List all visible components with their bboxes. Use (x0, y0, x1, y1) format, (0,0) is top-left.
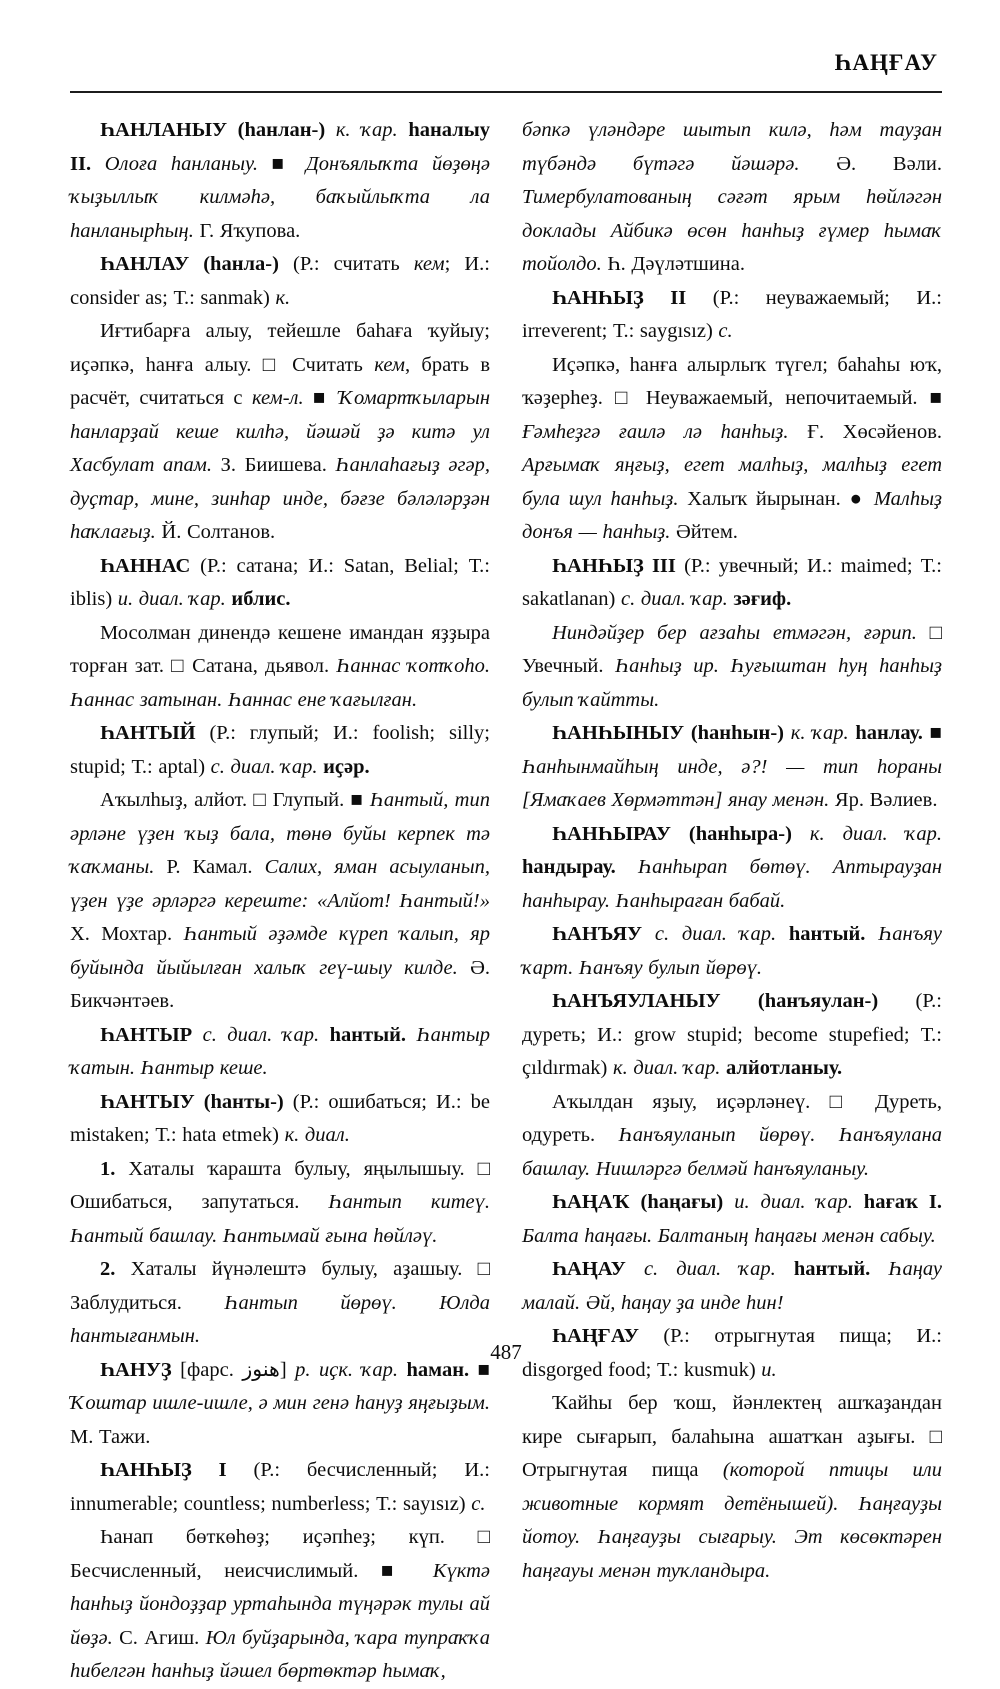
text-segment: (Р.: неуважаемый; И.: irreverent; Т.: saygısız) (522, 286, 943, 342)
text-segment: ■ (929, 722, 943, 744)
text-segment: һаман. (406, 1358, 478, 1381)
text-segment: Р. Камал. (166, 856, 265, 878)
text-segment: □ Увечный. (522, 621, 942, 677)
text-segment: З. Биишева. (220, 454, 336, 476)
text-segment: ҺАНҺЫНЫУ (һанһын-) (552, 722, 791, 744)
dictionary-paragraph (70, 248, 490, 315)
text-segment: Һанъяу ҡарт. Һанъяу булып йөрөү. (522, 923, 942, 979)
text-segment: Й. Солтанов. (161, 521, 276, 543)
dictionary-paragraph (70, 717, 490, 784)
text-segment: Г. Яҡупова. (199, 219, 301, 242)
text-segment: зәғиф. (733, 588, 792, 610)
text-segment: Арғымаҡ яңғыҙ, егет малһыҙ, малһыҙ егет була шул һанһыҙ. (522, 454, 942, 510)
text-segment: Һанһырап бөтөү. Аптырауҙан һанһырау. Һанһыраған бабай. (522, 856, 943, 912)
dictionary-paragraph (70, 315, 490, 550)
text-segment: һантый. (329, 1023, 417, 1046)
text-segment: и. диал. ҡар. (117, 588, 232, 610)
text-segment: (Р.: увечный; И.: maimed; Т.: sakatlanan) (522, 554, 942, 610)
text-segment: Донъялыҡта йөҙөңә ҡыҙыллыҡ килмәһә, баҡыйлыҡта ла һанланырһың. (70, 152, 490, 242)
dictionary-paragraph (522, 1253, 942, 1320)
dictionary-paragraph (70, 1153, 490, 1254)
text-segment: Ә. Бикчәнтәев. (70, 956, 490, 1012)
text-segment: с. диал. ҡар. (202, 1023, 330, 1046)
dictionary-paragraph (522, 550, 942, 617)
text-segment: һанлау. (855, 722, 930, 744)
text-segment: ■ (477, 1358, 491, 1381)
text-segment: (Р.: дуреть; И.: grow stupid; become stupefied; Т.: çıldırmak) (522, 990, 942, 1079)
text-segment: Һаннас ҡотҡоһо. Һаннас затынан. Һаннас ене ҡағылған. (70, 655, 490, 711)
dictionary-paragraph (522, 1186, 942, 1253)
dictionary-paragraph (522, 985, 942, 1086)
dictionary-paragraph (522, 1387, 942, 1588)
dictionary-paragraph (522, 1086, 942, 1187)
text-segment: иблис. (231, 588, 291, 610)
text-segment: 2. (100, 1258, 131, 1280)
text-segment: и. (761, 1358, 777, 1381)
text-segment: һантый. (793, 1258, 889, 1280)
text-segment: к. диал. (284, 1124, 350, 1146)
text-segment: Малһыҙ донъя — һанһыҙ. (522, 487, 942, 543)
text-segment: (Р.: ошибаться; И.: be mistaken; Т.: hata etmek) (70, 1090, 490, 1146)
dictionary-paragraph (70, 784, 490, 1019)
text-segment: кем (413, 253, 445, 275)
text-segment: Ниндәйҙер бер ағзаһы етмәгән, ғәрип. (552, 621, 930, 644)
dictionary-paragraph (70, 1253, 490, 1354)
text-segment: Һантый, тип әрләне үҙен ҡыҙ бала, төнө буйы керпек тә ҡаҡманы. (70, 789, 490, 878)
dictionary-paragraph (70, 1454, 490, 1521)
text-segment: ■ (303, 387, 339, 409)
dictionary-paragraph (522, 282, 942, 349)
dictionary-paragraph (522, 717, 942, 818)
page-number: 487 (490, 1340, 522, 1364)
dictionary-paragraph (522, 349, 942, 550)
text-segment: ҺАННАС (100, 554, 201, 577)
text-segment: Х. Мохтар. (70, 923, 184, 945)
dictionary-paragraph (70, 1354, 490, 1455)
text-segment: 1. (100, 1157, 129, 1180)
text-segment: М. Тажи. (70, 1425, 151, 1448)
text-segment: ҺАНҺЫҘ II (552, 286, 713, 309)
dictionary-paragraph (70, 1086, 490, 1153)
text-segment: ҺАНЛАУ (һанла-) (100, 253, 294, 275)
text-segment: Әйтем. (676, 521, 738, 543)
text-segment: Һантыр ҡатын. Һантыр кеше. (70, 1023, 490, 1079)
text-segment: С. Агиш. (119, 1626, 206, 1649)
text-segment: Аҡылдан яҙыу, иҫәрләнеү. □ Дуреть, одуреть. (522, 1090, 942, 1146)
text-segment: ҺАНЪЯУ (552, 923, 655, 945)
text-segment: иҫәр. (323, 755, 370, 778)
text-segment: к. (275, 286, 291, 309)
text-segment: Күктә һанһыҙ йондоҙҙар уртаһында түңәрәк тулы ай йөҙә. (70, 1559, 490, 1649)
text-segment: Юл буйҙарында, ҡара тупраҡҡа һибелгән һанһыҙ йәшел бөртөктәр һымаҡ, (70, 1626, 490, 1682)
text-segment: Һанап бөткөһөҙ; иҫәпһеҙ; күп. □ Бесчисленный, неисчислимый. ■ (70, 1526, 490, 1582)
text-segment: с. диал. ҡар. (643, 1258, 794, 1280)
right-column (522, 114, 942, 1689)
text-segment: (Р.: считать (293, 253, 414, 275)
text-segment: Һанъяуланып йөрөү. Һанъяулана башлау. Нишләргә белмәй һанъяуланыу. (522, 1124, 943, 1180)
text-segment: с. диал. ҡар. (620, 588, 734, 610)
header-rule (70, 91, 942, 93)
dictionary-paragraph (522, 818, 942, 919)
running-head: ҺАҢҒАУ (834, 50, 938, 75)
text-segment: с. диал. ҡар. (210, 755, 324, 778)
text-segment: ■ (271, 152, 306, 175)
text-segment: к. диал. ҡар. (613, 1057, 726, 1079)
dictionary-paragraph (70, 114, 490, 248)
text-segment: Һанһынмайһың инде, ә?! — тип һораны [Ямаҡаев Хөрмәттән] янау менән. (522, 755, 942, 811)
text-segment: ҺАНҺЫҘ I (100, 1459, 254, 1481)
text-segment: ҺАНТЫЙ (100, 722, 210, 744)
text-segment: Ҡайһы бер ҡош, йәнлектең ашҡаҙандан кире сығарып, балаһына ашатҡан аҙығы. □ Отрыгнутая пища (522, 1392, 942, 1481)
text-segment: Яр. Вәлиев. (834, 789, 938, 811)
text-segment: Ҡоштар ишле-ишле, ә мин генә һануҙ яңғыҙым. (70, 1392, 490, 1414)
dictionary-paragraph (522, 114, 942, 282)
text-segment: Һантып китеү. Һантый башлау. Һантымай ғына һөйләү. (70, 1191, 491, 1247)
text-segment: Һантып йөрөү. Юлда һантығанмын. (70, 1291, 491, 1347)
dictionary-paragraph (522, 918, 942, 985)
text-segment: Халыҡ йырынан. ● (687, 487, 874, 510)
text-segment: Һ. Дәүләтшина. (607, 253, 746, 275)
text-columns (70, 114, 942, 1689)
text-segment: (Р.: отрыгнутая пища; И.: disgorged food; Т.: kusmuk) (522, 1325, 942, 1381)
text-segment: һаналыу II. (70, 119, 490, 175)
text-segment: с. (471, 1492, 486, 1515)
text-segment: ҺАҢАҠ (һаңағы) (552, 1191, 735, 1213)
text-segment: Хаталы ҡарашта булыу, яңылышыу. □ Ошибаться, запутаться. (70, 1157, 490, 1213)
text-segment: Мосолман динендә кешене имандан яҙҙыра торған зат. □ Сатана, дьявол. (70, 621, 490, 677)
text-segment: Хаталы йүнәлештә булыу, аҙашыу. □ Заблудиться. (70, 1258, 490, 1314)
dictionary-paragraph (70, 550, 490, 617)
dictionary-paragraph (70, 1521, 490, 1689)
text-segment: (которой птицы или животные кормят детёнышей). Һаңғауҙы йотоу. Һаңғауҙы сығарыу. Эт көсөктәрен һаңғауы менән туҡландыра. (522, 1459, 942, 1582)
text-segment: , брать в расчёт, считаться с (70, 353, 490, 409)
text-segment: ; И.: consider as; Т.: sanmak) (70, 253, 490, 309)
text-segment: и. диал. ҡар. (734, 1191, 864, 1213)
text-segment: Һанһыҙ ир. Һуғыштан һуң һанһыҙ булып ҡайтты. (522, 655, 942, 711)
text-segment: ҺАНТЫУ (һанты-) (100, 1090, 293, 1113)
text-segment: һағаҡ I. (863, 1191, 942, 1213)
left-column (70, 114, 490, 1689)
text-segment: [фарс. هنوز] (180, 1358, 296, 1381)
text-segment: к. ҡар. (335, 119, 409, 141)
text-segment: Ҡомартҡыларын һанларҙай кеше килһә, йәшәй ҙә китә ул Хасбулат апам. (70, 387, 490, 476)
text-segment: Аҡылһыҙ, алйот. □ Глупый. ■ (100, 789, 370, 811)
text-segment: Һаңау малай. Әй, һаңау ҙа инде һин! (522, 1258, 943, 1314)
text-segment: Салих, яман асыуланып, үҙен үҙе әрләргә кереште: «Алйот! Һантый!» (70, 856, 491, 912)
text-segment: к. диал. ҡар. (809, 822, 942, 845)
text-segment: Ғәмһеҙгә ғаилә лә һанһыҙ. (522, 420, 808, 443)
dictionary-paragraph (522, 617, 942, 718)
text-segment: Ә. Вәли. (836, 152, 943, 175)
text-segment: (Р.: глупый; И.: foolish; silly; stupid; Т.: aptal) (70, 722, 490, 778)
text-segment: ҺАНҺЫҘ III (552, 554, 685, 577)
text-segment: (Р.: сатана; И.: Satan, Belial; Т.: iblis) (70, 554, 490, 610)
text-segment: ҺАНУҘ (100, 1358, 181, 1381)
text-segment: ҺАНЛАНЫУ (һанлан-) (100, 119, 336, 141)
text-segment: р. иҫк. ҡар. (295, 1358, 407, 1381)
text-segment: ҺАНТЫР (100, 1023, 203, 1046)
text-segment: Тимербулатованың сәғәт ярым һөйләгән доклады Айбикә өсөн һанһыҙ ғүмер һымаҡ тойолдо. (522, 186, 942, 275)
text-segment: Балта һаңағы. Балтаның һаңағы менән сабыу. (522, 1224, 936, 1247)
text-segment: Һантый әҙәмде күреп ҡалып, яр буйында йыйылған халыҡ геү-шыу килде. (70, 923, 490, 979)
text-segment: ҺАНЪЯУЛАНЫУ (һанъяулан-) (552, 990, 916, 1012)
text-segment: ҺАҢҒАУ (552, 1325, 664, 1347)
text-segment: Иҫәпкә, һанға алырлыҡ түгел; баһаһы юҡ, ҡәҙерһеҙ. □ Неуважаемый, непочитаемый. ■ (522, 353, 942, 409)
text-segment: кем-л. (251, 387, 304, 409)
text-segment: с. (718, 320, 733, 342)
text-segment: к. ҡар. (790, 722, 856, 744)
text-segment: Ғ. Хөсәйенов. (807, 420, 942, 443)
text-segment: Олоға һанланыу. (104, 152, 272, 175)
text-segment: кем (374, 353, 405, 376)
text-segment: бәпкә үләндәре шытып килә, һәм тауҙан түбәндә бүтәгә йәшәрә. (522, 119, 942, 175)
text-segment: Иғтибарға алыу, тейешле баһаға ҡуйыу; иҫәпкә, һанға алыу. □ Считать (70, 320, 490, 376)
text-segment: һандырау. (522, 856, 638, 878)
dictionary-paragraph (70, 617, 490, 718)
text-segment: Һанлаһағыҙ әгәр, дуҫтар, мине, зинһар инде, бәғзе бәләләрҙән һаҡлағыҙ. (70, 454, 490, 543)
dictionary-paragraph (70, 1019, 490, 1086)
text-segment: һантый. (788, 923, 879, 945)
text-segment: ҺАНҺЫРАУ (һанһыра-) (552, 822, 810, 845)
text-segment: (Р.: бесчисленный; И.: innumerable; countless; numberless; Т.: sayısız) (70, 1459, 490, 1515)
text-segment: алйотланыу. (725, 1057, 843, 1079)
text-segment: с. диал. ҡар. (654, 923, 789, 945)
text-segment: ҺАҢАУ (552, 1258, 644, 1280)
